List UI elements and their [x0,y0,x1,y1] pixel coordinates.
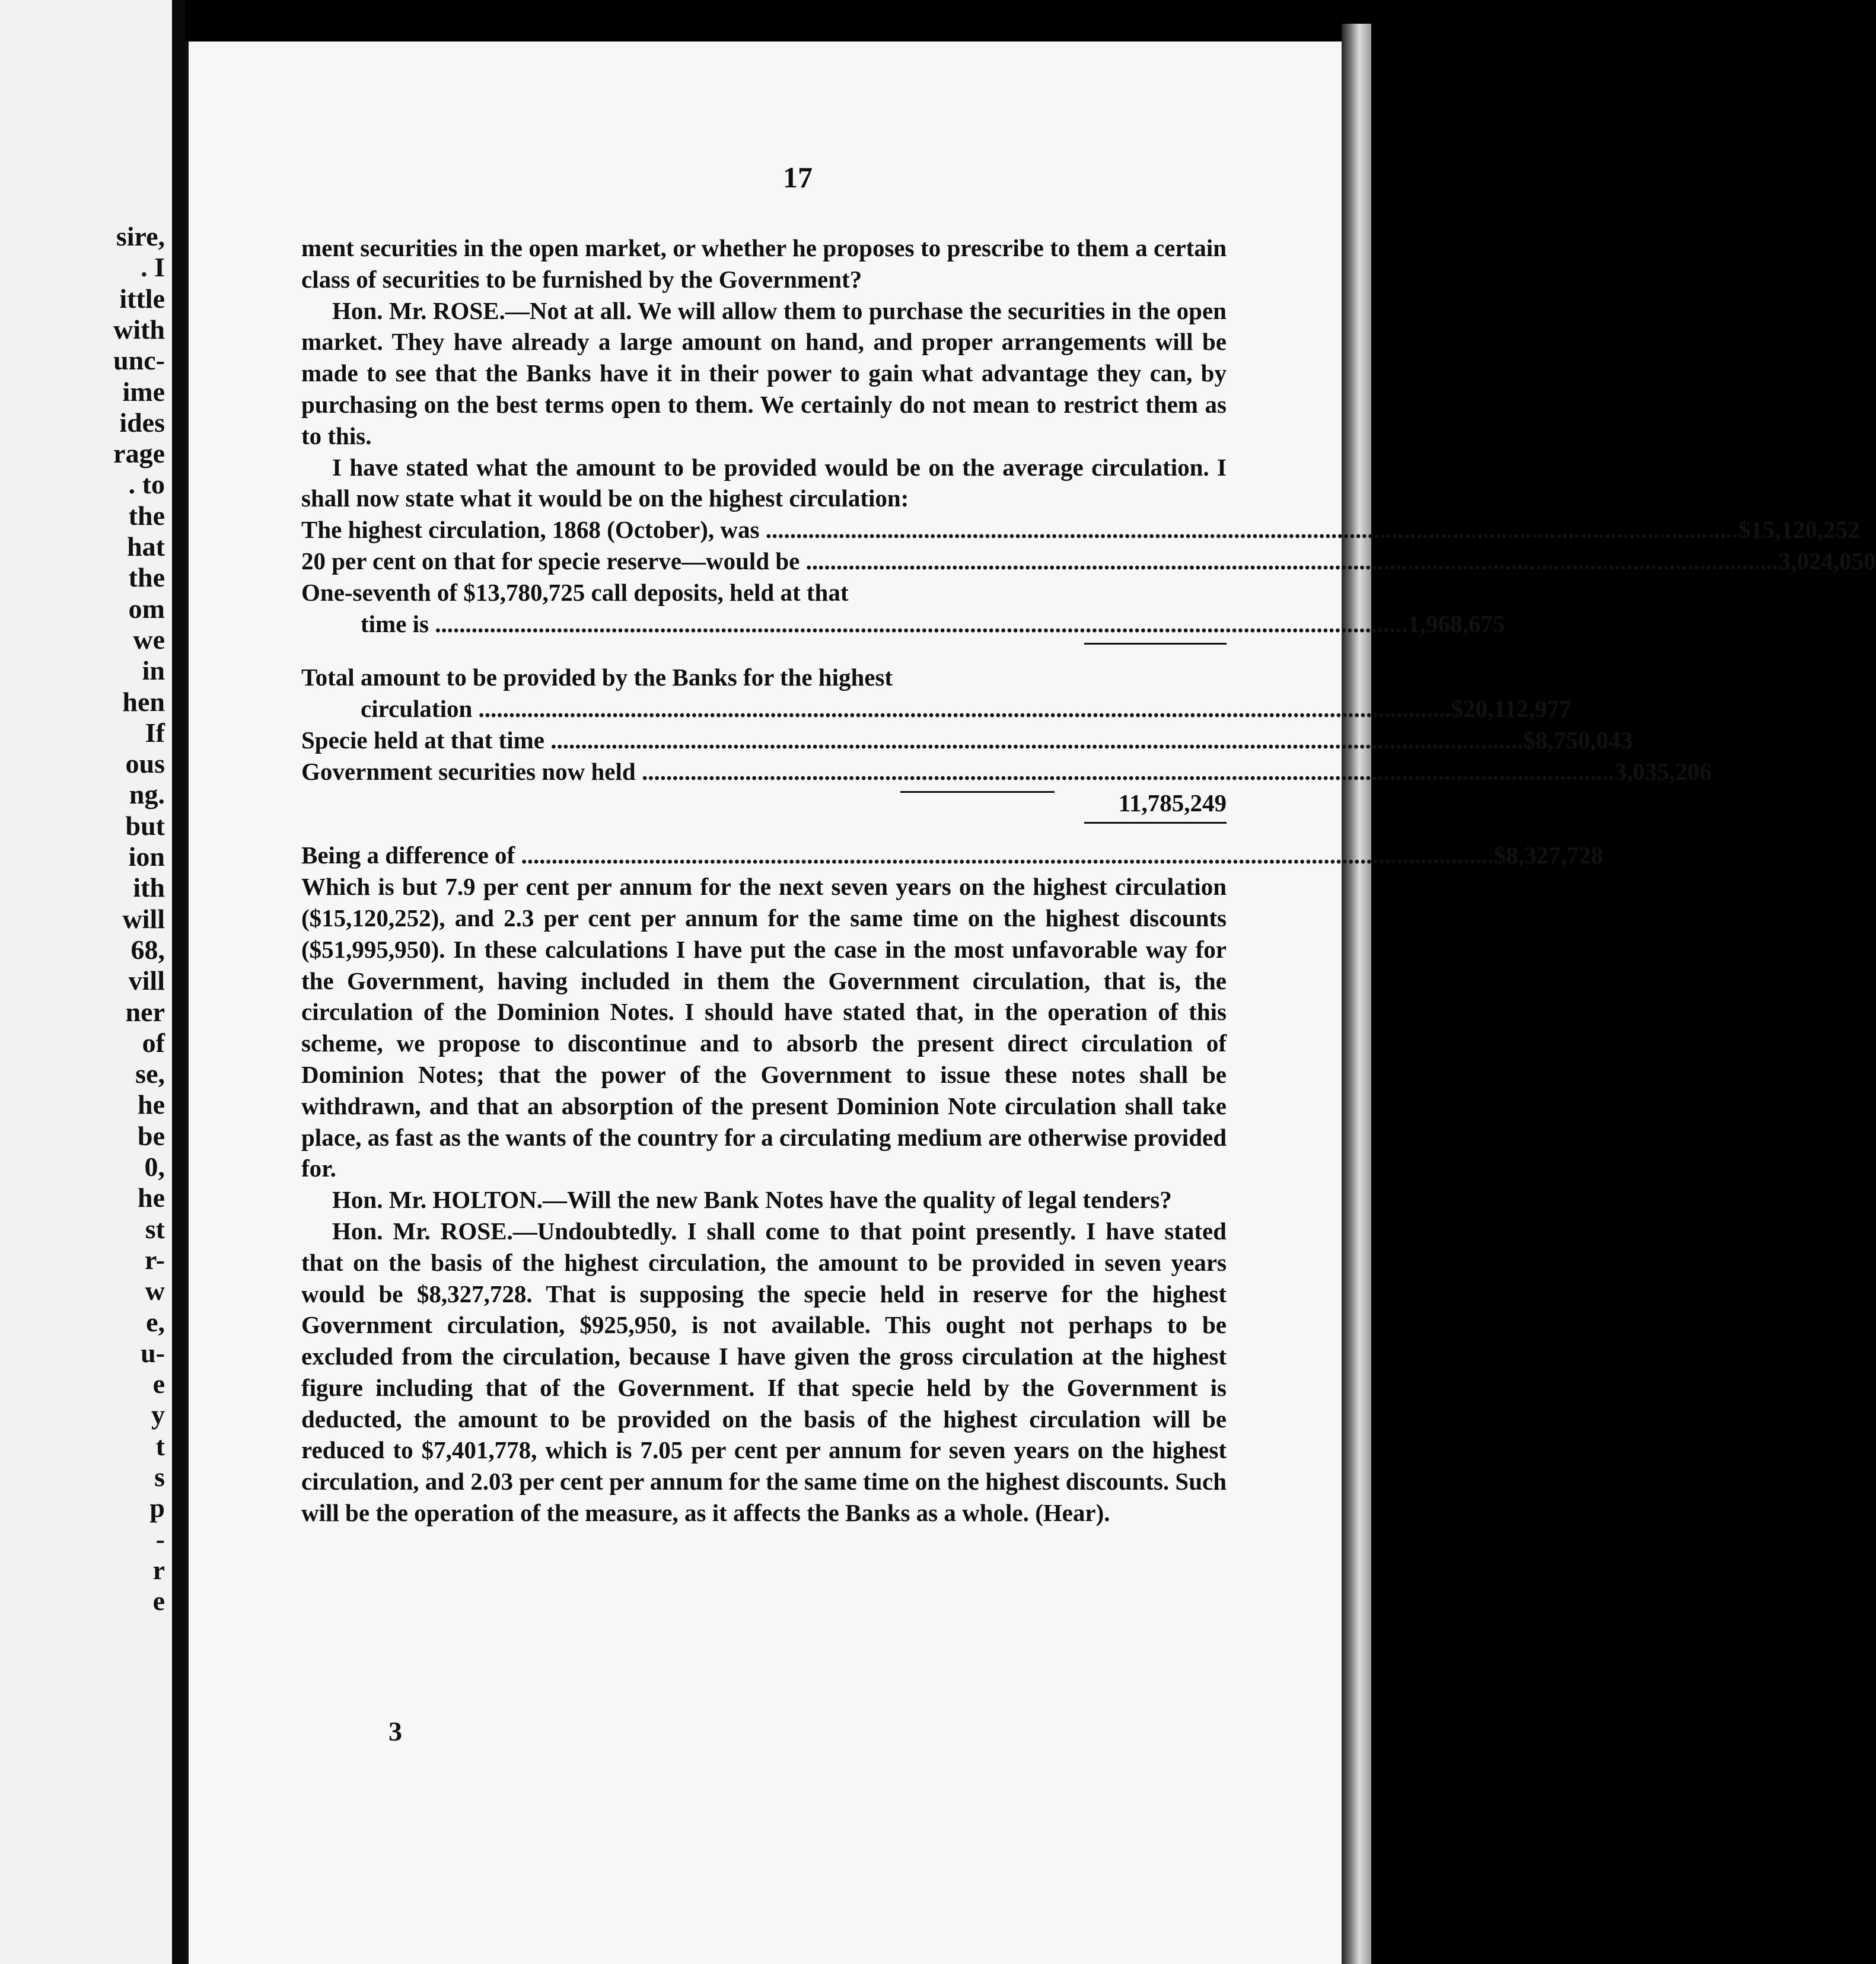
row-amount: $8,750,043 [1523,726,1633,754]
left-page-fragment: st [145,1213,165,1244]
paragraph-6: Hon. Mr. ROSE.—Undoubtedly. I shall come to that point presently. I have stated that on the basis of the highest circulation, the amount to be provided in seven years would be $8,327,728. That is supposing the specie held in reserve for the highest Government circulation, $925,950, is not available. This ought not perhaps to be excluded from the circulation, because I have given the gross circulation at the highest figure including that of the Government. If that specie held by the Government is deducted, the amount to be provided on the basis of the highest circulation will be reduced to $7,401,778, which is 7.05 per cent per annum for seven years on the highest circulation, and 2.03 per cent per annum for the same time on the highest discounts. Such will be the operation of the measure, as it affects the Banks as a whole. (Hear). [301,1217,1227,1527]
table-row [301,840,1603,871]
table-row [301,546,1876,577]
left-page-fragment: ime [122,376,165,407]
left-page-fragment: ides [119,407,165,438]
paragraph-3: I have stated what the amount to be provided would be on the average circulation. I shall now state what it would be on the highest circulation: [301,453,1227,512]
left-page-fragment: of [142,1027,165,1058]
sum-rule [900,791,1055,799]
left-page-fragment: r- [144,1244,165,1275]
left-page-fragment: rage [113,438,165,469]
left-page-edge [0,0,172,1964]
left-page-fragment: r [152,1554,165,1585]
left-page-fragment: om [128,593,165,624]
left-page-fragment: - [155,1523,165,1554]
left-page-fragment: p [149,1493,165,1523]
signature-mark: 3 [388,1716,402,1746]
row-amount: 1,968,675 [1407,610,1505,637]
page-number: 17 [783,161,813,194]
row-label: Specie held at that time ................................................................................................................................................................ [301,726,1524,754]
row-label: Being a difference of ................................................................................................................................................................ [301,841,1494,869]
paragraph-2: Hon. Mr. ROSE.—Not at all. We will allow them to purchase the securities in the open market. They have already a large amount on hand, and proper arrangements will be made to see that the Banks have it in their power to gain what advantage they can, by purchasing on the best terms open to them. We certainly do not mean to restrict them as to this. [301,296,1227,449]
row-label: 20 per cent on that for specie reserve—would be ................................................................................................................................................................ [301,547,1779,575]
left-page-fragment: w [145,1276,165,1306]
row-amount: $8,327,728 [1493,841,1603,869]
left-page-fragment: with [113,314,165,345]
row-amount: 3,024,050 [1778,547,1876,575]
row-label: One-seventh of $13,780,725 call deposits, held at that [301,578,849,606]
table-row [301,756,1712,787]
left-page-fragment: s [154,1462,165,1492]
left-page-fragment: u- [141,1337,165,1368]
left-page-fragment: ng. [129,779,165,810]
left-page-fragment: y [151,1399,165,1430]
row-label: The highest circulation, 1868 (October), was ................................................................................................................................................................ [301,516,1738,544]
left-page-fragment: . to [128,469,165,500]
left-page-fragment: ous [125,748,165,779]
left-page-fragment: we [133,624,165,655]
table-row [301,693,1572,725]
page-edge-right [1342,24,1371,1964]
left-page-fragment: will [122,903,165,934]
paragraph-1: ment securities in the open market, or whether he proposes to prescribe to them a certain class of securities to be furnished by the Government? [301,234,1227,293]
left-page-fragment: . I [141,252,165,283]
table-row [301,514,1860,546]
left-page-fragment: vill [128,965,165,996]
left-page-fragment: 68, [130,934,165,965]
row-label: Total amount to be provided by the Banks for the highest [301,664,893,691]
table-row [301,662,1227,693]
table-row [301,725,1633,756]
left-page-fragment: ion [128,841,165,872]
row-amount: 11,785,249 [1118,789,1227,817]
left-page-fragment: t [155,1430,165,1461]
row-amount: 3,035,206 [1614,757,1712,785]
paragraph-4: Which is but 7.9 per cent per annum for the next seven years on the highest circulation ($15,120,252), and 2.3 per cent per annum for the same time on the highest discounts ($51,995,950). In these calculations I have put the case in the most unfavorable way for the Government, having included in them the Government circulation, that is, the circulation of the Dominion Notes. I should have stated that, in the operation of this scheme, we propose to discontinue and to absorb the present direct circulation of Dominion Notes; that the power of the Government to issue these notes shall be withdrawn, and that an absorption of the present Dominion Note circulation shall take place, as fast as the wants of the country for a circulating medium are otherwise provided for. [301,873,1227,1182]
left-page-fragment: hat [127,531,165,562]
left-page-fragment: ittle [119,283,165,314]
left-page-fragment: ith [133,872,165,903]
left-page-fragment: the [128,562,165,593]
sum-rule [301,639,1227,648]
table-row [301,608,1505,640]
left-page-fragment: be [138,1120,165,1151]
left-page-fragment: e [152,1586,165,1617]
sum-rule [301,818,1227,827]
left-page-fragment: the [128,500,165,531]
row-label: Government securities now held ................................................................................................................................................................ [301,757,1614,785]
left-page-fragment: ner [125,996,165,1027]
left-page-fragment: in [142,655,165,686]
paragraph-5: Hon. Mr. HOLTON.—Will the new Bank Notes have the quality of legal tenders? [332,1186,1172,1214]
left-page-fragment: e [152,1369,165,1399]
left-page-fragment: If [145,717,165,748]
table-row [301,787,1227,819]
left-page-fragment: but [125,810,165,841]
row-label: circulation ................................................................................................................................................................ [361,695,1451,723]
left-page-fragment: he [138,1182,165,1213]
table-row [301,577,1227,608]
left-page-fragment: 0, [144,1152,165,1182]
left-page-fragment: hen [122,686,165,717]
left-page-fragment: e, [146,1306,165,1337]
left-page-fragment: sire, [116,221,165,251]
page-body [301,232,1876,1529]
left-page-fragment: he [138,1089,165,1120]
row-amount: $20,112,977 [1451,695,1572,723]
left-page-fragment: se, [135,1058,165,1089]
row-amount: $15,120,252 [1738,516,1860,544]
row-label: time is ................................................................................................................................................................ [361,610,1408,637]
left-page-fragment: unc- [113,345,165,376]
book-gutter [172,0,185,1964]
